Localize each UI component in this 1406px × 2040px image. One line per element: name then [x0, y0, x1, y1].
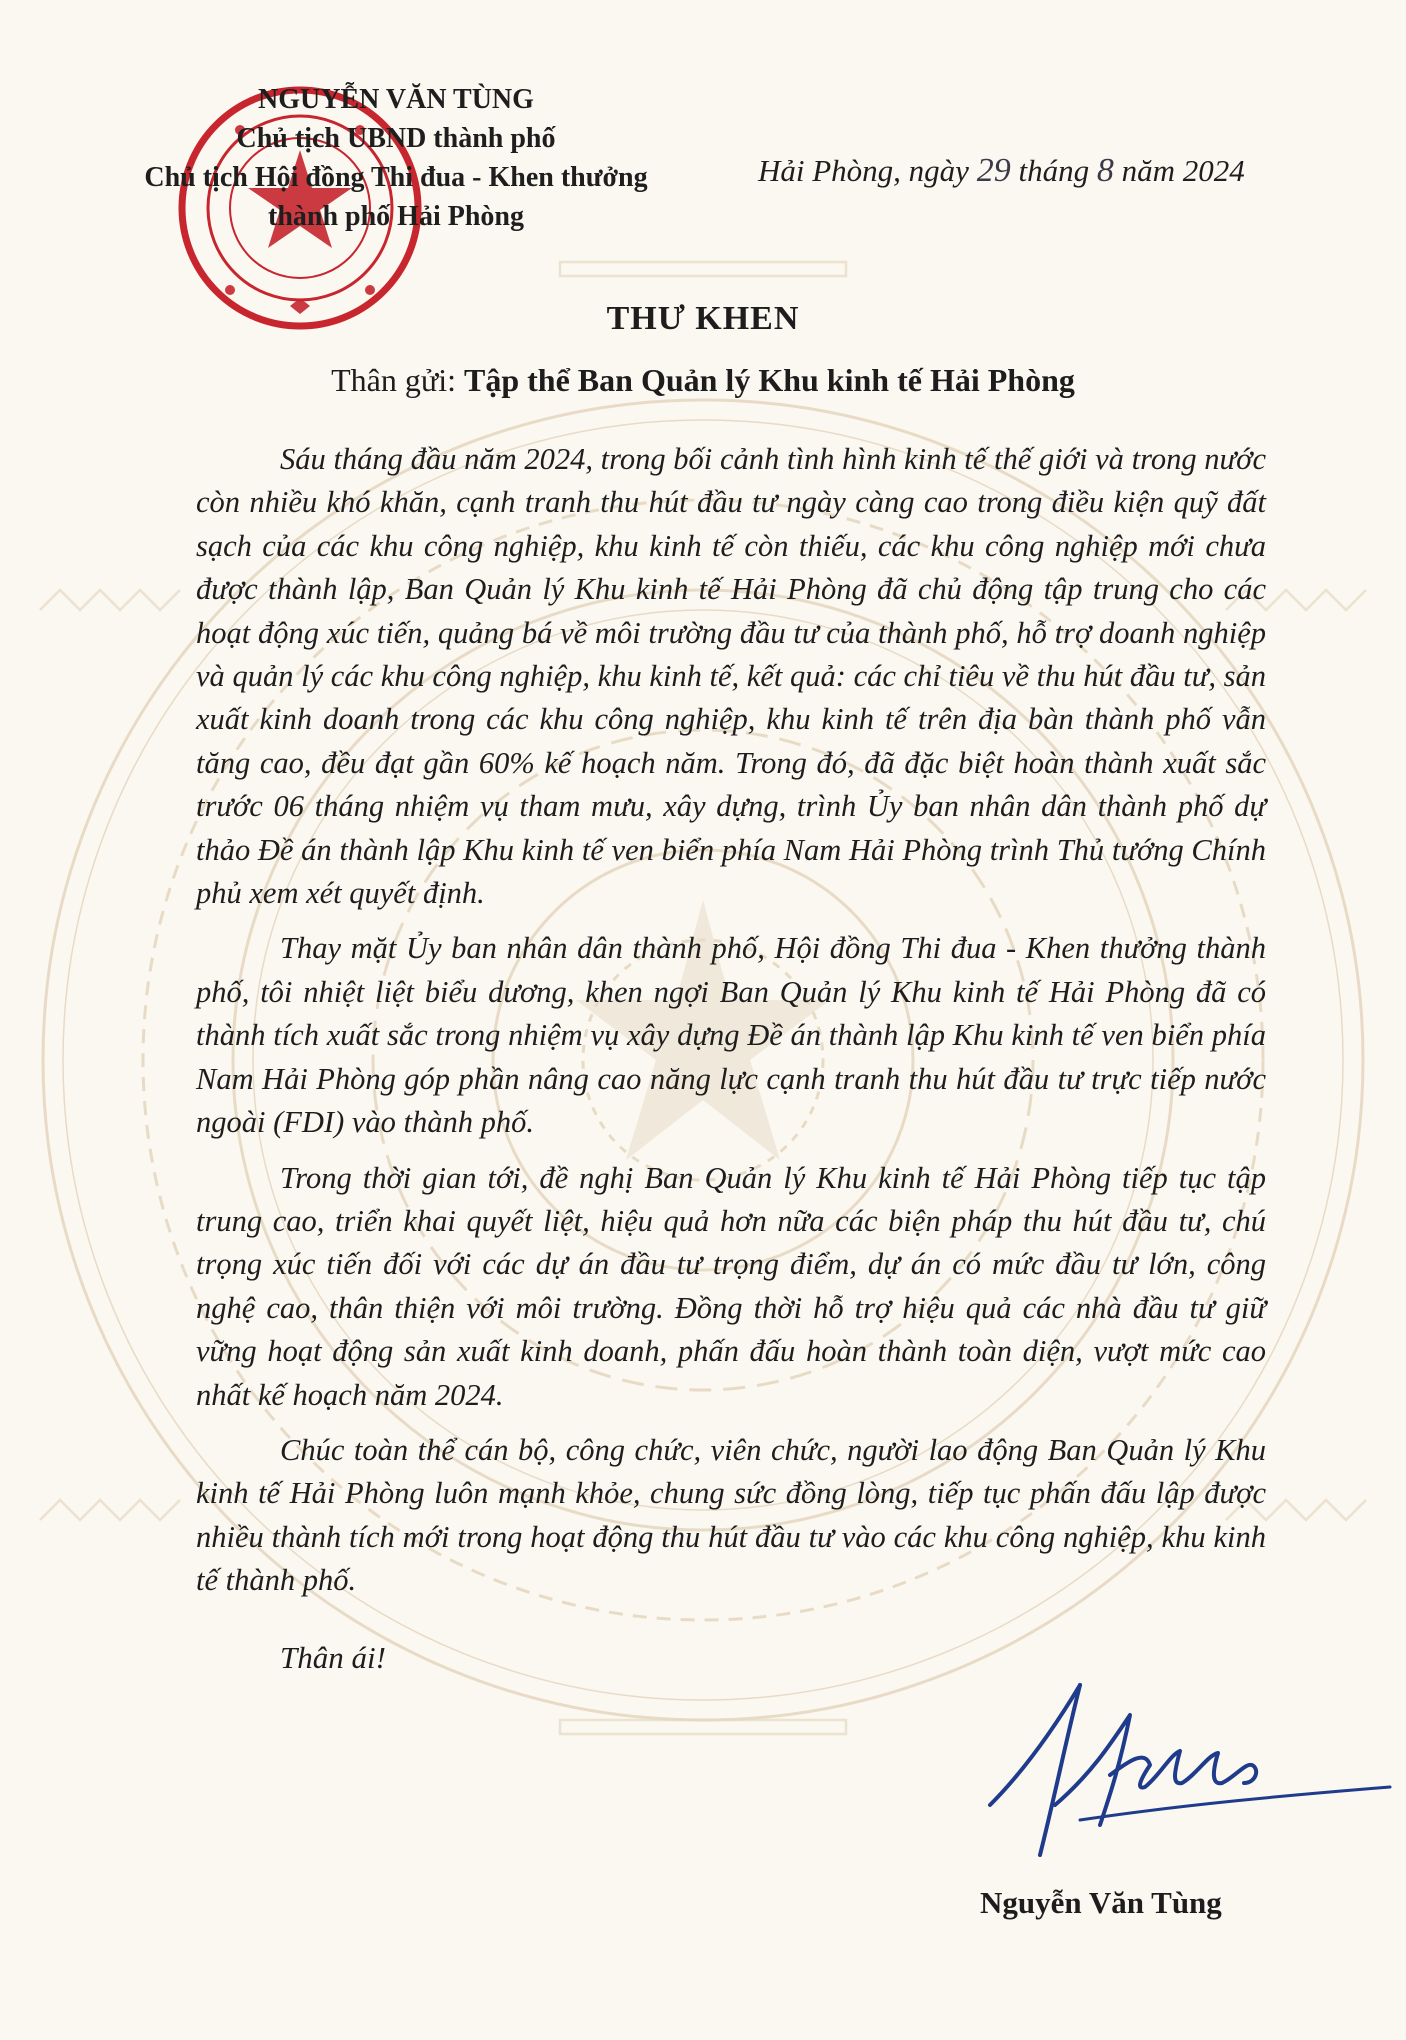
- sender-block: [96, 80, 696, 236]
- date-year: năm 2024: [1121, 153, 1245, 188]
- sender-title-1: Chủ tịch UBND thành phố: [236, 123, 556, 154]
- date-month: 8: [1096, 152, 1114, 189]
- date-day: 29: [976, 152, 1011, 189]
- recipient-prefix: Thân gửi:: [331, 362, 456, 398]
- body-paragraph-2: Thay mặt Ủy ban nhân dân thành phố, Hội đồng Thi đua - Khen thưởng thành phố, tôi nhiệt liệt biểu dương, khen ngợi Ban Quản lý Khu kinh tế Hải Phòng đã có thành tích xuất sắc trong nhiệm vụ xây dựng Đề án thành lập Khu kinh tế ven biển phía Nam Hải Phòng góp phần nâng cao năng lực cạnh tranh thu hút đầu tư trực tiếp nước ngoài (FDI) vào thành phố.: [196, 931, 1266, 1140]
- sender-name: NGUYỄN VĂN TÙNG: [258, 84, 534, 115]
- date-month-label: tháng: [1018, 153, 1090, 188]
- sender-title-2: Chủ tịch Hội đồng Thi đua - Khen thưởng: [144, 162, 648, 193]
- sender-title-3: thành phố Hải Phòng: [268, 201, 524, 232]
- date-prefix: Hải Phòng, ngày: [758, 153, 969, 188]
- handwritten-signature: [960, 1655, 1400, 1895]
- body-paragraph-1: Sáu tháng đầu năm 2024, trong bối cảnh tình hình kinh tế thế giới và trong nước còn nhiều khó khăn, cạnh tranh thu hút đầu tư ngày càng cao trong điều kiện quỹ đất sạch của các khu công nghiệp, khu kinh tế còn thiếu, các khu công nghiệp mới chưa được thành lập, Ban Quản lý Khu kinh tế Hải Phòng đã chủ động tập trung cho các hoạt động xúc tiến, quảng bá về môi trường đầu tư của thành phố, hỗ trợ doanh nghiệp và quản lý các khu công nghiệp, khu kinh tế, kết quả: các chỉ tiêu về thu hút đầu tư, sản xuất kinh doanh trong các khu công nghiệp, khu kinh tế trên địa bàn thành phố vẫn tăng cao, đều đạt gần 60% kế hoạch năm. Trong đó, đã đặc biệt hoàn thành xuất sắc trước 06 tháng nhiệm vụ tham mưu, xây dựng, trình Ủy ban nhân dân thành phố dự thảo Đề án thành lập Khu kinh tế ven biển phía Nam Hải Phòng trình Thủ tướng Chính phủ xem xét quyết định.: [196, 442, 1266, 911]
- body-paragraph-4: Chúc toàn thể cán bộ, công chức, viên chức, người lao động Ban Quản lý Khu kinh tế Hải Phòng luôn mạnh khỏe, chung sức đồng lòng, tiếp tục phấn đấu lập được nhiều thành tích mới trong hoạt động thu hút đầu tư vào các khu công nghiệp, khu kinh tế thành phố.: [196, 1432, 1266, 1598]
- signer-name: Nguyễn Văn Tùng: [980, 1885, 1222, 1920]
- recipient-name: Tập thể Ban Quản lý Khu kinh tế Hải Phòng: [464, 362, 1075, 398]
- letter-body: [196, 438, 1266, 1615]
- recipient-line: [0, 362, 1406, 399]
- body-paragraph-3: Trong thời gian tới, đề nghị Ban Quản lý Khu kinh tế Hải Phòng tiếp tục tập trung cao, triển khai quyết liệt, hiệu quả hơn nữa các biện pháp thu hút đầu tư, chú trọng xúc tiến đối với các dự án đầu tư trọng điểm, dự án có mức đầu tư lớn, công nghệ cao, thân thiện với môi trường. Đồng thời hỗ trợ hiệu quả các nhà đầu tư giữ vững hoạt động sản xuất kinh doanh, phấn đấu hoàn thành toàn diện, vượt mức cao nhất kế hoạch năm 2024.: [196, 1160, 1266, 1412]
- closing-greeting: Thân ái!: [280, 1640, 386, 1675]
- date-line: [758, 152, 1318, 190]
- letter-title: THƯ KHEN: [606, 300, 800, 337]
